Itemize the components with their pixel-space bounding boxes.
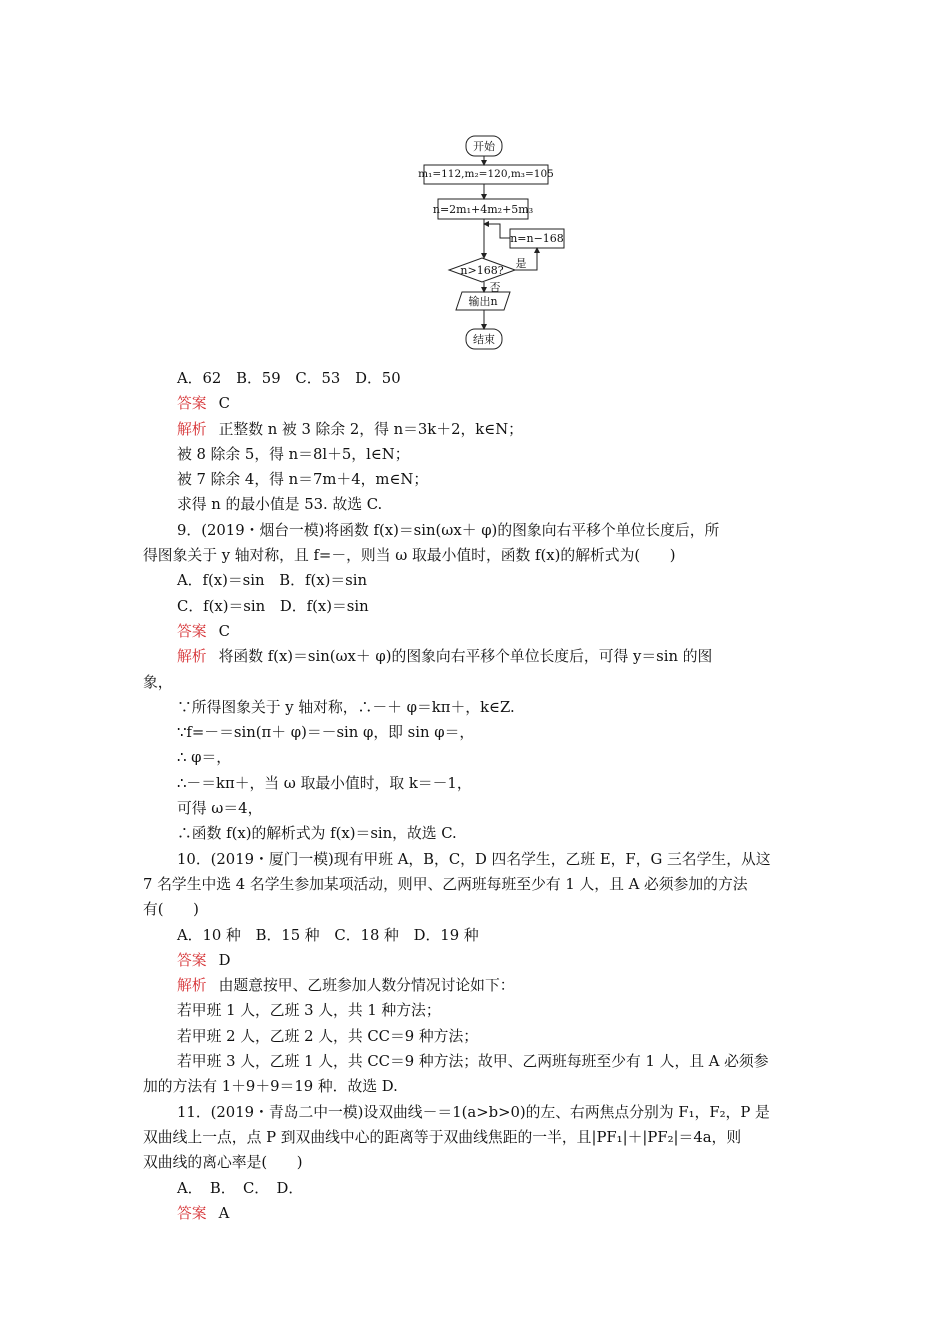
answer-value: C [218, 395, 230, 413]
answer-label: 答案 [177, 951, 207, 969]
analysis-line: 可得 ω＝4， [177, 800, 263, 818]
q11-stem-line: 双曲线上一点，点 P 到双曲线中心的距离等于双曲线焦距的一半，且|PF₁|＋|PF₂|＝4a，则 [143, 1128, 742, 1146]
q9-stem-line: 9．(2019・烟台一模)将函数 f(x)＝sin(ωx＋ φ)的图象向右平移个单位长度后，所 [177, 521, 720, 539]
q8-answer [143, 391, 813, 416]
flow-init: m₁=112,m₂=120,m₃=105 [418, 168, 554, 181]
q8-analysis [143, 417, 813, 442]
analysis-line: ∵所得图象关于 y 轴对称，∴－＋ φ＝kπ＋，k∈Z. [177, 698, 515, 716]
flowchart [420, 132, 580, 354]
analysis-line: 若甲班 1 人，乙班 3 人，共 1 种方法； [177, 1002, 441, 1020]
answer-value: C [218, 622, 230, 640]
q9-options: C．f(x)＝sin D．f(x)＝sin [177, 597, 369, 615]
analysis-line: 求得 n 的最小值是 53. 故选 C. [177, 496, 383, 514]
q9-answer [143, 619, 813, 644]
analysis-text: 正整数 n 被 3 除余 2，得 n＝3k＋2，k∈N； [218, 420, 523, 438]
answer-label: 答案 [177, 1204, 207, 1222]
q10-options: A．10 种 B．15 种 C．18 种 D．19 种 [177, 926, 479, 944]
q11-stem-line: 11．(2019・青岛二中一模)设双曲线－＝1(a>b>0)的左、右两焦点分别为 F₁，F₂，P 是 [177, 1103, 770, 1121]
q10-stem-line: 有( ) [143, 901, 199, 919]
answer-label: 答案 [177, 395, 207, 413]
q10-analysis [143, 973, 813, 998]
analysis-text: 将函数 f(x)＝sin(ωx＋ φ)的图象向右平移个单位长度后，可得 y＝sin 的图 [218, 648, 713, 666]
analysis-label: 解析 [177, 977, 207, 995]
q9-options: A．f(x)＝sin B．f(x)＝sin [177, 572, 367, 590]
flow-end: 结束 [473, 332, 495, 346]
flow-update: n=n−168 [510, 232, 564, 245]
analysis-label: 解析 [177, 420, 207, 438]
q10-stem-line: 7 名学生中选 4 名学生参加某项活动，则甲、乙两班每班至少有 1 人，且 A 必须参加的方法 [143, 875, 748, 893]
analysis-line: 被 8 除余 5，得 n＝8l＋5，l∈N； [177, 445, 410, 463]
flow-no-label: 否 [489, 280, 501, 294]
flow-compute: n=2m₁+4m₂+5m₃ [432, 202, 534, 216]
answer-label: 答案 [177, 622, 207, 640]
analysis-label: 解析 [177, 648, 207, 666]
document-body [143, 366, 813, 1226]
analysis-text: 由题意按甲、乙班参加人数分情况讨论如下： [218, 977, 515, 995]
answer-value: A [218, 1204, 230, 1222]
analysis-line: 若甲班 3 人，乙班 1 人，共 CC＝9 种方法；故甲、乙两班每班至少有 1 人，且 A 必须参 [177, 1053, 769, 1071]
flow-yes-label: 是 [515, 256, 527, 270]
flow-condition: n>168? [460, 263, 504, 277]
q11-options: A． B． C． D． [177, 1179, 304, 1197]
analysis-line: 加的方法有 1＋9＋9＝19 种．故选 D. [143, 1078, 398, 1096]
flow-start: 开始 [473, 139, 495, 153]
analysis-line: ∵f=－＝sin(π＋ φ)＝－sin φ，即 sin φ＝， [177, 724, 475, 742]
flow-output: 输出n [468, 294, 498, 308]
q9-analysis [143, 644, 813, 669]
analysis-line: ∴－＝kπ＋，当 ω 取最小值时，取 k＝－1， [177, 774, 472, 792]
q11-stem-line: 双曲线的离心率是( ) [143, 1154, 303, 1172]
q10-answer [143, 948, 813, 973]
analysis-line: ∴ φ＝， [177, 749, 232, 767]
q9-stem-line: 得图象关于 y 轴对称，且 f=－，则当 ω 取最小值时，函数 f(x)的解析式为( ) [143, 547, 676, 565]
answer-value: D [218, 951, 231, 969]
analysis-line: 若甲班 2 人，乙班 2 人，共 CC＝9 种方法； [177, 1027, 479, 1045]
q11-answer [143, 1201, 813, 1226]
q8-options: A．62 B．59 C．53 D．50 [177, 370, 401, 387]
analysis-line: 象， [143, 673, 173, 691]
analysis-line: ∴函数 f(x)的解析式为 f(x)＝sin，故选 C. [177, 825, 457, 843]
analysis-line: 被 7 除余 4，得 n＝7m＋4，m∈N； [177, 471, 429, 489]
q10-stem-line: 10．(2019・厦门一模)现有甲班 A，B，C，D 四名学生，乙班 E，F，G 三名学生，从这 [177, 850, 771, 868]
